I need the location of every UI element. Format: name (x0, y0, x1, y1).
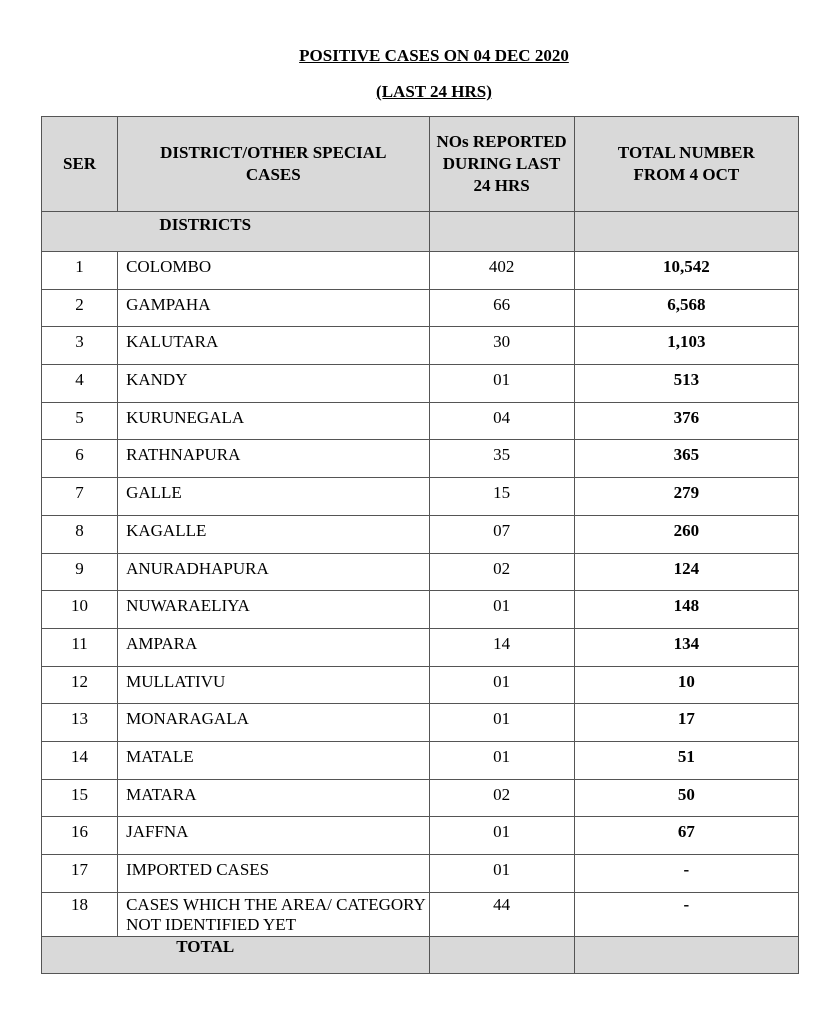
cell-ser: 18 (42, 892, 118, 936)
cell-total: 279 (574, 478, 798, 516)
cell-total: - (574, 892, 798, 936)
table-row (42, 440, 799, 478)
header-district (118, 117, 429, 212)
cell-district: COLOMBO (118, 252, 429, 290)
cell-total: 376 (574, 402, 798, 440)
cell-last24: 35 (429, 440, 574, 478)
cell-last24: 14 (429, 628, 574, 666)
table-row (42, 365, 799, 403)
cell-last24: 07 (429, 515, 574, 553)
header-total (574, 117, 798, 212)
cell-last24: 02 (429, 779, 574, 817)
cell-total: 513 (574, 365, 798, 403)
cell-last24: 01 (429, 591, 574, 629)
cell-last24: 30 (429, 327, 574, 365)
header-total-label: TOTAL NUMBER FROM 4 OCT (617, 143, 755, 184)
cell-last24: 01 (429, 704, 574, 742)
cell-total: 134 (574, 628, 798, 666)
cell-district: MONARAGALA (118, 704, 429, 742)
cell-total: 51 (574, 741, 798, 779)
cell-total: 17 (574, 704, 798, 742)
cell-last24: 66 (429, 289, 574, 327)
cell-total: 1,103 (574, 327, 798, 365)
total-label: TOTAL (42, 936, 430, 973)
header-district-label: DISTRICT/OTHER SPECIAL CASES (160, 143, 387, 184)
section-empty-cell (574, 212, 798, 252)
cell-district: CASES WHICH THE AREA/ CATEGORY NOT IDENTIFIED YET (118, 892, 429, 936)
table-row (42, 855, 799, 893)
table-row (42, 553, 799, 591)
cell-ser: 6 (42, 440, 118, 478)
cell-total: 10 (574, 666, 798, 704)
cell-district: KURUNEGALA (118, 402, 429, 440)
cell-ser: 13 (42, 704, 118, 742)
cell-district: MATARA (118, 779, 429, 817)
cell-district: KALUTARA (118, 327, 429, 365)
cell-ser: 15 (42, 779, 118, 817)
total-empty-cell (574, 936, 798, 973)
cell-last24: 01 (429, 817, 574, 855)
cell-ser: 5 (42, 402, 118, 440)
cell-district: JAFFNA (118, 817, 429, 855)
cell-total: 124 (574, 553, 798, 591)
table-row (42, 402, 799, 440)
cell-total: 148 (574, 591, 798, 629)
table-row (42, 741, 799, 779)
cell-district: IMPORTED CASES (118, 855, 429, 893)
table-row (42, 779, 799, 817)
table-row (42, 478, 799, 516)
cell-last24: 402 (429, 252, 574, 290)
cell-ser: 2 (42, 289, 118, 327)
cell-total: - (574, 855, 798, 893)
cell-last24: 15 (429, 478, 574, 516)
section-empty-cell (429, 212, 574, 252)
cell-total: 6,568 (574, 289, 798, 327)
cases-table (41, 116, 799, 974)
cell-district: NUWARAELIYA (118, 591, 429, 629)
total-empty-cell (429, 936, 574, 973)
cell-last24: 04 (429, 402, 574, 440)
cell-district: ANURADHAPURA (118, 553, 429, 591)
total-row (42, 936, 799, 973)
cell-total: 10,542 (574, 252, 798, 290)
section-row-districts (42, 212, 799, 252)
cell-district: MATALE (118, 741, 429, 779)
cell-ser: 11 (42, 628, 118, 666)
cell-last24: 01 (429, 741, 574, 779)
cell-district: KANDY (118, 365, 429, 403)
table-row (42, 327, 799, 365)
header-last24-label: NOs REPORTED DURING LAST 24 HRS (436, 132, 567, 195)
cell-total: 260 (574, 515, 798, 553)
cell-ser: 8 (42, 515, 118, 553)
cell-district: GALLE (118, 478, 429, 516)
table-row (42, 666, 799, 704)
cell-ser: 4 (42, 365, 118, 403)
page-title: POSITIVE CASES ON 04 DEC 2020 (299, 46, 569, 65)
cell-district: AMPARA (118, 628, 429, 666)
cell-last24: 01 (429, 855, 574, 893)
cell-ser: 10 (42, 591, 118, 629)
cell-ser: 1 (42, 252, 118, 290)
cell-district: GAMPAHA (118, 289, 429, 327)
table-row (42, 892, 799, 936)
table-row (42, 252, 799, 290)
cell-last24: 01 (429, 666, 574, 704)
page-subtitle: (LAST 24 HRS) (376, 82, 492, 101)
header-last24 (429, 117, 574, 212)
table-header-row (42, 117, 799, 212)
cell-ser: 14 (42, 741, 118, 779)
section-label: DISTRICTS (42, 212, 430, 252)
cell-ser: 17 (42, 855, 118, 893)
cell-last24: 02 (429, 553, 574, 591)
header-ser: SER (42, 117, 118, 212)
cell-district: MULLATIVU (118, 666, 429, 704)
table-row (42, 704, 799, 742)
cell-ser: 9 (42, 553, 118, 591)
table-row (42, 289, 799, 327)
table-row (42, 817, 799, 855)
cell-ser: 16 (42, 817, 118, 855)
cell-last24: 44 (429, 892, 574, 936)
table-row (42, 628, 799, 666)
cell-total: 365 (574, 440, 798, 478)
cell-total: 67 (574, 817, 798, 855)
cell-district: KAGALLE (118, 515, 429, 553)
cell-ser: 3 (42, 327, 118, 365)
cell-total: 50 (574, 779, 798, 817)
cell-district: RATHNAPURA (118, 440, 429, 478)
table-row (42, 591, 799, 629)
table-row (42, 515, 799, 553)
cell-ser: 12 (42, 666, 118, 704)
cell-last24: 01 (429, 365, 574, 403)
cell-ser: 7 (42, 478, 118, 516)
